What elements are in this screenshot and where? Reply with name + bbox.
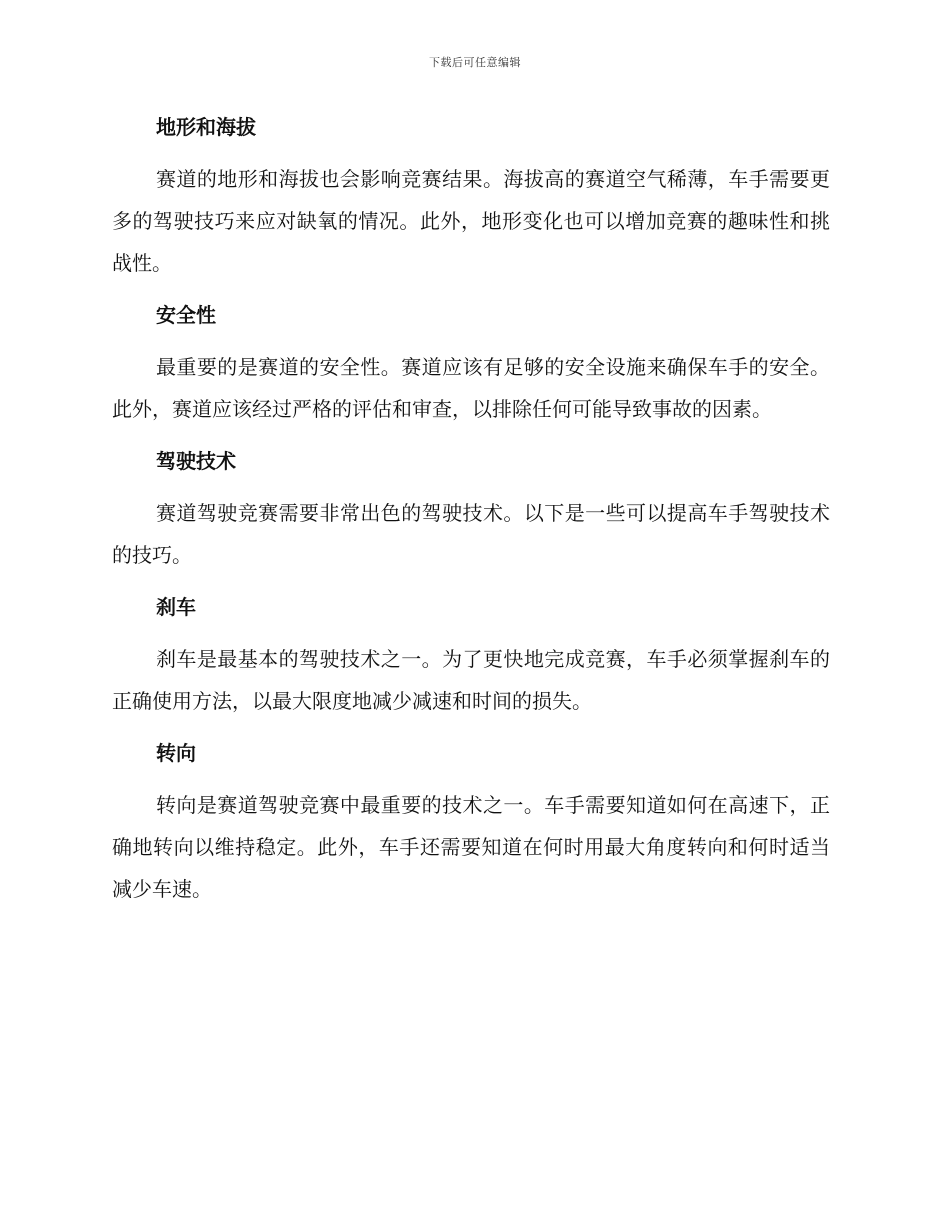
section-driving-skill: [112, 444, 830, 576]
section-paragraph: 赛道的地形和海拔也会影响竞赛结果。海拔高的赛道空气稀薄，车手需要更多的驾驶技巧来应对缺氧的情况。此外，地形变化也可以增加竞赛的趣味性和挑战性。: [112, 167, 830, 275]
section-paragraph: 刹车是最基本的驾驶技术之一。为了更快地完成竞赛，车手必须掌握刹车的正确使用方法，以最大限度地减少减速和时间的损失。: [112, 647, 830, 713]
section-steering: [112, 736, 830, 910]
section-heading: 安全性: [156, 303, 216, 327]
section-heading: 刹车: [156, 595, 196, 619]
section-paragraph: 赛道驾驶竞赛需要非常出色的驾驶技术。以下是一些可以提高车手驾驶技术的技巧。: [112, 501, 830, 567]
section-terrain: [112, 110, 830, 284]
section-braking: [112, 590, 830, 722]
section-heading: 转向: [156, 741, 196, 765]
section-paragraph: 最重要的是赛道的安全性。赛道应该有足够的安全设施来确保车手的安全。此外，赛道应该经过严格的评估和审查，以排除任何可能导致事故的因素。: [112, 355, 830, 421]
section-safety: [112, 298, 830, 430]
document-content: [112, 110, 830, 924]
page-header: 下载后可任意编辑: [429, 56, 521, 69]
section-paragraph: 转向是赛道驾驶竞赛中最重要的技术之一。车手需要知道如何在高速下，正确地转向以维持稳定。此外，车手还需要知道在何时用最大角度转向和何时适当减少车速。: [112, 793, 830, 901]
section-heading: 地形和海拔: [156, 115, 256, 139]
section-heading: 驾驶技术: [156, 449, 236, 473]
